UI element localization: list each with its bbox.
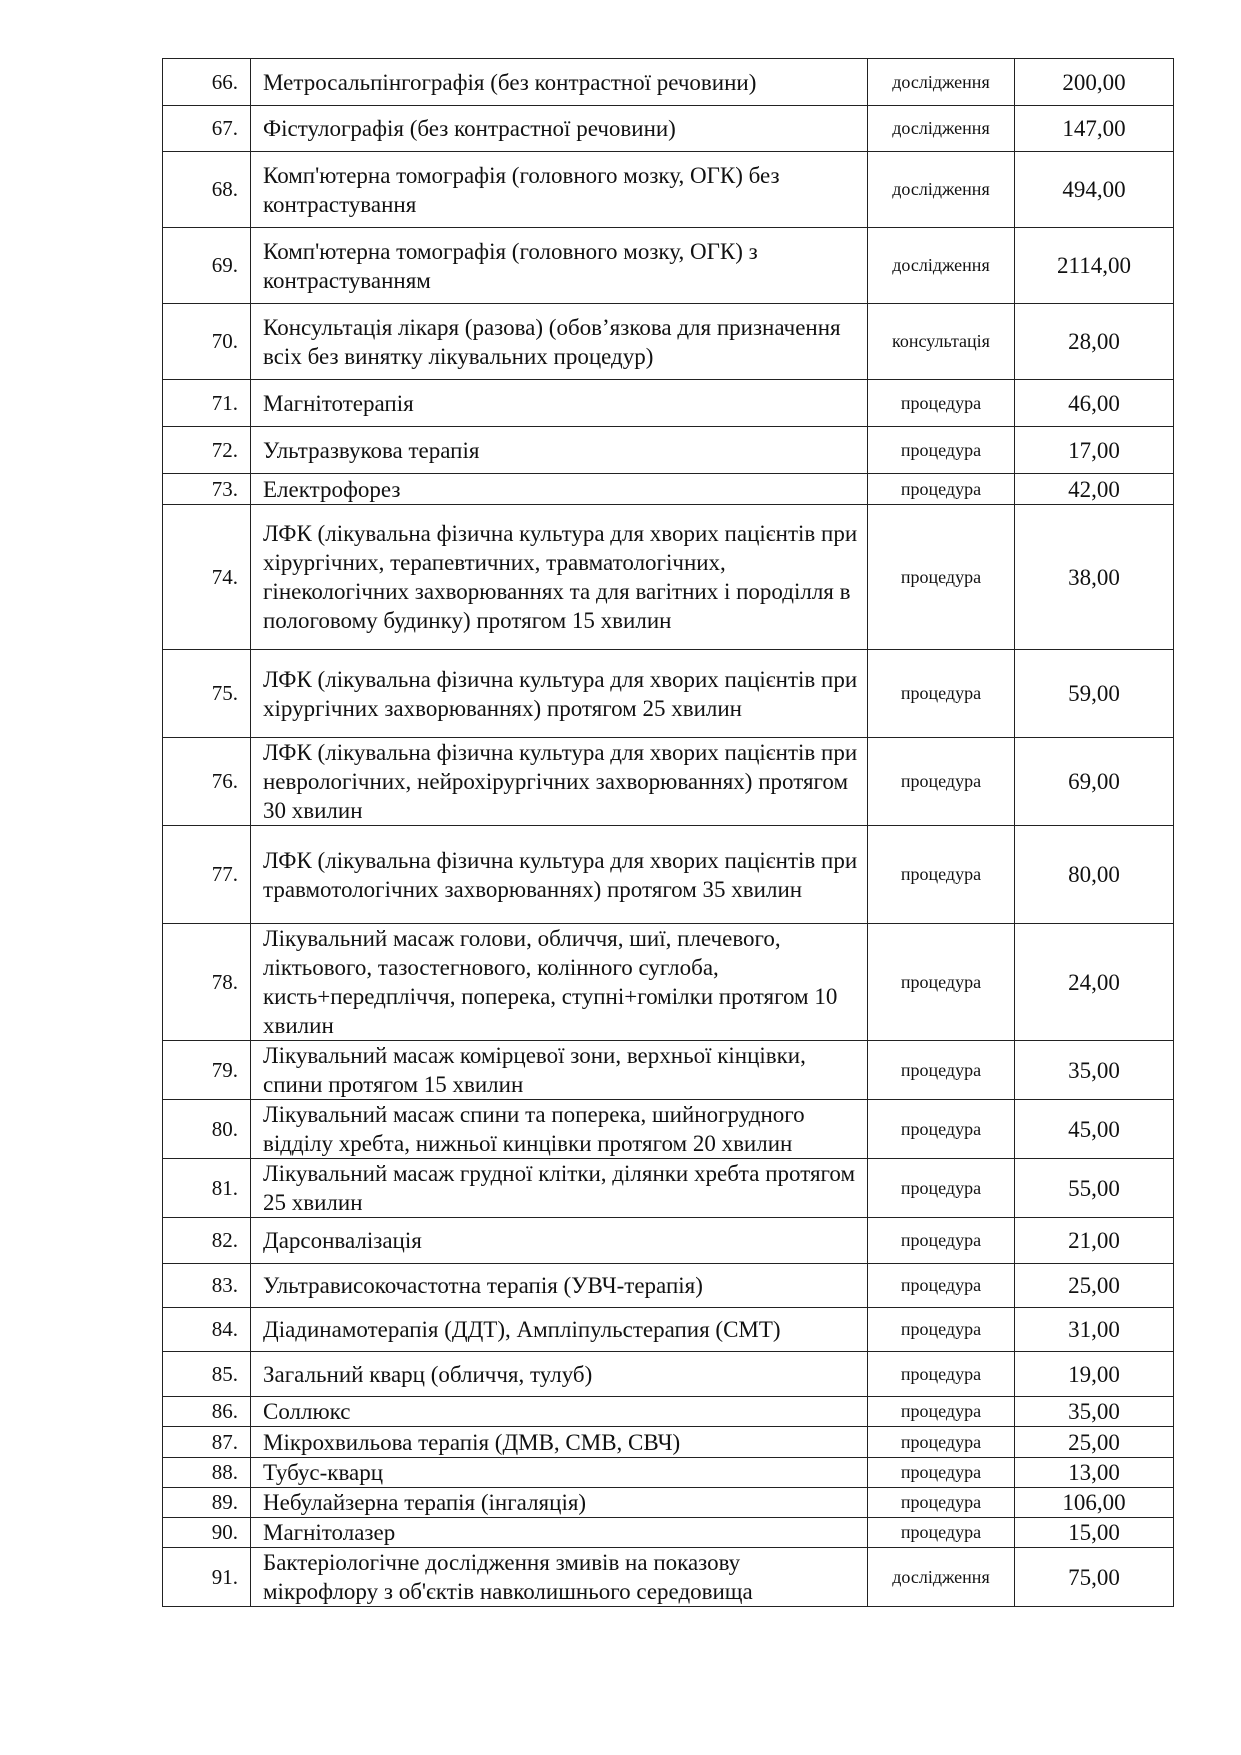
table-row <box>163 474 1174 505</box>
unit-of-measure: процедура <box>868 1458 1015 1488</box>
service-name: Лікувальний масаж комірцевої зони, верхньої кінцівки, спини протягом 15 хвилин <box>251 1041 868 1100</box>
price: 45,00 <box>1015 1100 1174 1159</box>
price: 69,00 <box>1015 738 1174 826</box>
service-name: Лікувальний масаж спини та поперека, шийногрудного відділу хребта, нижньої кинцівки протягом 20 хвилин <box>251 1100 868 1159</box>
service-name: Ультразвукова терапія <box>251 427 868 474</box>
service-name: ЛФК (лікувальна фізична культура для хворих пацієнтів при неврологічних, нейрохірургічних захворюваннях) протягом 30 хвилин <box>251 738 868 826</box>
price: 200,00 <box>1015 59 1174 106</box>
table-row <box>163 505 1174 650</box>
unit-of-measure: процедура <box>868 1041 1015 1100</box>
table-row <box>163 1264 1174 1308</box>
row-number: 75. <box>163 650 251 738</box>
service-name: ЛФК (лікувальна фізична культура для хворих пацієнтів при хірургічних, терапевтичних, травматологічних, гінекологічних захворюваннях та для вагітних і породілля в пологовому будинку) протягом 15 хвилин <box>251 505 868 650</box>
service-name: ЛФК (лікувальна фізична культура для хворих пацієнтів при травмотологічних захворюваннях) протягом 35 хвилин <box>251 826 868 924</box>
price-list-table <box>162 58 1174 1607</box>
unit-of-measure: процедура <box>868 1427 1015 1458</box>
row-number: 70. <box>163 304 251 380</box>
service-name: Магнітотерапія <box>251 380 868 427</box>
service-name: Бактеріологічне дослідження змивів на показову мікрофлору з об'єктів навколишнього середовища <box>251 1548 868 1607</box>
table-row <box>163 1100 1174 1159</box>
row-number: 78. <box>163 924 251 1041</box>
unit-of-measure: процедура <box>868 1352 1015 1397</box>
row-number: 90. <box>163 1518 251 1548</box>
price: 31,00 <box>1015 1308 1174 1352</box>
table-row <box>163 106 1174 152</box>
price: 35,00 <box>1015 1397 1174 1427</box>
table-row <box>163 380 1174 427</box>
unit-of-measure: процедура <box>868 1218 1015 1264</box>
row-number: 71. <box>163 380 251 427</box>
price-list-body <box>163 59 1174 1607</box>
service-name: Комп'ютерна томографія (головного мозку, ОГК) з контрастуванням <box>251 228 868 304</box>
unit-of-measure: дослідження <box>868 106 1015 152</box>
unit-of-measure: процедура <box>868 924 1015 1041</box>
row-number: 82. <box>163 1218 251 1264</box>
unit-of-measure: процедура <box>868 1264 1015 1308</box>
table-row <box>163 1397 1174 1427</box>
row-number: 66. <box>163 59 251 106</box>
table-row <box>163 1458 1174 1488</box>
price: 42,00 <box>1015 474 1174 505</box>
price: 21,00 <box>1015 1218 1174 1264</box>
service-name: Фістулографія (без контрастної речовини) <box>251 106 868 152</box>
row-number: 86. <box>163 1397 251 1427</box>
unit-of-measure: процедура <box>868 1488 1015 1518</box>
row-number: 91. <box>163 1548 251 1607</box>
table-row <box>163 59 1174 106</box>
row-number: 88. <box>163 1458 251 1488</box>
unit-of-measure: дослідження <box>868 152 1015 228</box>
table-row <box>163 924 1174 1041</box>
unit-of-measure: процедура <box>868 380 1015 427</box>
row-number: 85. <box>163 1352 251 1397</box>
service-name: Комп'ютерна томографія (головного мозку, ОГК) без контрастування <box>251 152 868 228</box>
table-row <box>163 304 1174 380</box>
service-name: Метросальпінгографія (без контрастної речовини) <box>251 59 868 106</box>
table-row <box>163 1518 1174 1548</box>
unit-of-measure: процедура <box>868 1518 1015 1548</box>
row-number: 76. <box>163 738 251 826</box>
service-name: Мікрохвильова терапія (ДМВ, СМВ, СВЧ) <box>251 1427 868 1458</box>
service-name: Магнітолазер <box>251 1518 868 1548</box>
unit-of-measure: дослідження <box>868 1548 1015 1607</box>
service-name: Загальний кварц (обличчя, тулуб) <box>251 1352 868 1397</box>
price: 46,00 <box>1015 380 1174 427</box>
unit-of-measure: процедура <box>868 1159 1015 1218</box>
service-name: Консультація лікаря (разова) (обов’язкова для призначення всіх без винятку лікувальних процедур) <box>251 304 868 380</box>
price: 15,00 <box>1015 1518 1174 1548</box>
unit-of-measure: консультація <box>868 304 1015 380</box>
row-number: 67. <box>163 106 251 152</box>
unit-of-measure: процедура <box>868 427 1015 474</box>
table-row <box>163 1352 1174 1397</box>
unit-of-measure: процедура <box>868 826 1015 924</box>
unit-of-measure: процедура <box>868 650 1015 738</box>
price: 106,00 <box>1015 1488 1174 1518</box>
service-name: Ультрависокочастотна терапія (УВЧ-терапія) <box>251 1264 868 1308</box>
service-name: Діадинамотерапія (ДДТ), Ампліпульстерапия (СМТ) <box>251 1308 868 1352</box>
row-number: 77. <box>163 826 251 924</box>
price: 80,00 <box>1015 826 1174 924</box>
service-name: Електрофорез <box>251 474 868 505</box>
table-row <box>163 738 1174 826</box>
table-row <box>163 826 1174 924</box>
table-row <box>163 650 1174 738</box>
table-row <box>163 228 1174 304</box>
table-row <box>163 1308 1174 1352</box>
price: 17,00 <box>1015 427 1174 474</box>
row-number: 80. <box>163 1100 251 1159</box>
table-row <box>163 152 1174 228</box>
unit-of-measure: процедура <box>868 738 1015 826</box>
row-number: 72. <box>163 427 251 474</box>
service-name: Тубус-кварц <box>251 1458 868 1488</box>
service-name: Небулайзерна терапія (інгаляція) <box>251 1488 868 1518</box>
service-name: Лікувальний масаж голови, обличчя, шиї, плечевого, ліктьового, тазостегнового, колінного суглоба, кисть+передпліччя, поперека, ступні+гомілки протягом 10 хвилин <box>251 924 868 1041</box>
price: 494,00 <box>1015 152 1174 228</box>
price: 147,00 <box>1015 106 1174 152</box>
row-number: 79. <box>163 1041 251 1100</box>
row-number: 68. <box>163 152 251 228</box>
table-row <box>163 1548 1174 1607</box>
row-number: 74. <box>163 505 251 650</box>
price: 38,00 <box>1015 505 1174 650</box>
service-name: Дарсонвалізація <box>251 1218 868 1264</box>
table-row <box>163 1041 1174 1100</box>
service-name: Лікувальний масаж грудної клітки, ділянки хребта протягом 25 хвилин <box>251 1159 868 1218</box>
unit-of-measure: процедура <box>868 1308 1015 1352</box>
table-row <box>163 1427 1174 1458</box>
row-number: 89. <box>163 1488 251 1518</box>
table-row <box>163 427 1174 474</box>
unit-of-measure: дослідження <box>868 228 1015 304</box>
price: 19,00 <box>1015 1352 1174 1397</box>
price: 75,00 <box>1015 1548 1174 1607</box>
unit-of-measure: процедура <box>868 1100 1015 1159</box>
row-number: 81. <box>163 1159 251 1218</box>
row-number: 84. <box>163 1308 251 1352</box>
unit-of-measure: процедура <box>868 474 1015 505</box>
row-number: 83. <box>163 1264 251 1308</box>
price: 35,00 <box>1015 1041 1174 1100</box>
row-number: 73. <box>163 474 251 505</box>
price: 25,00 <box>1015 1264 1174 1308</box>
service-name: Соллюкс <box>251 1397 868 1427</box>
price: 13,00 <box>1015 1458 1174 1488</box>
price: 2114,00 <box>1015 228 1174 304</box>
table-row <box>163 1218 1174 1264</box>
price: 55,00 <box>1015 1159 1174 1218</box>
unit-of-measure: процедура <box>868 1397 1015 1427</box>
price: 28,00 <box>1015 304 1174 380</box>
price: 25,00 <box>1015 1427 1174 1458</box>
unit-of-measure: процедура <box>868 505 1015 650</box>
row-number: 69. <box>163 228 251 304</box>
price: 24,00 <box>1015 924 1174 1041</box>
table-row <box>163 1488 1174 1518</box>
price: 59,00 <box>1015 650 1174 738</box>
row-number: 87. <box>163 1427 251 1458</box>
table-row <box>163 1159 1174 1218</box>
service-name: ЛФК (лікувальна фізична культура для хворих пацієнтів при хірургічних захворюваннях) протягом 25 хвилин <box>251 650 868 738</box>
unit-of-measure: дослідження <box>868 59 1015 106</box>
